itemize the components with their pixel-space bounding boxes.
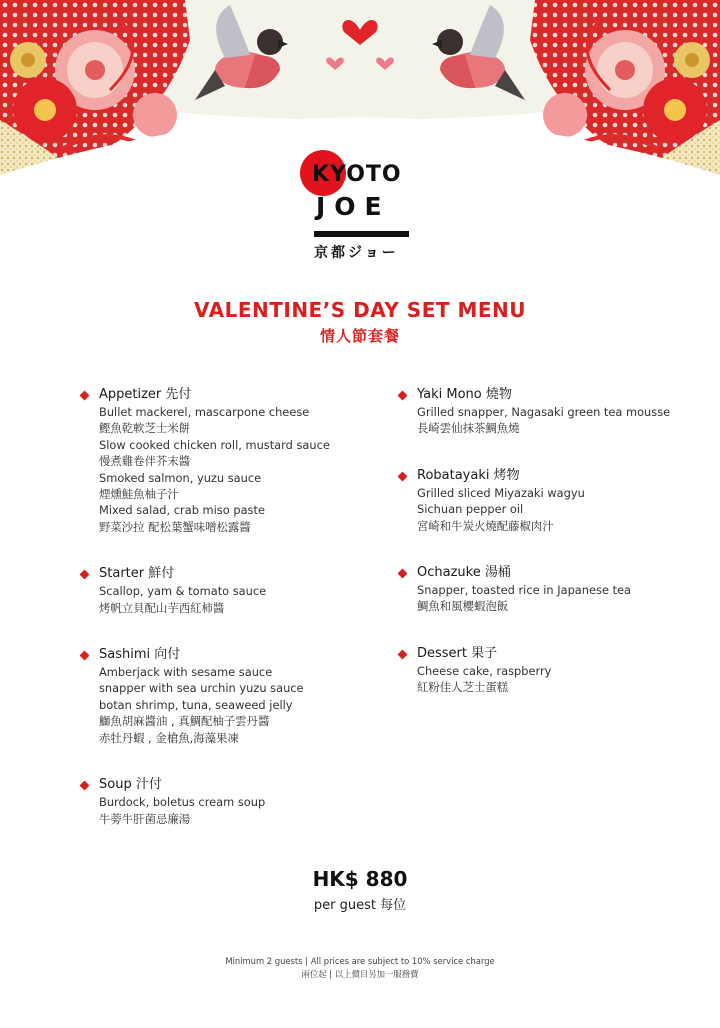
section-title: Yaki Mono 燒物 bbox=[417, 387, 512, 402]
menu-section-ochazuke bbox=[398, 564, 708, 615]
dish-line: Grilled snapper, Nagasaki green tea mousse bbox=[417, 405, 671, 419]
menu-column-right bbox=[398, 386, 708, 696]
section-title: Appetizer 先付 bbox=[99, 387, 192, 402]
dish-line: Slow cooked chicken roll, mustard sauce bbox=[99, 437, 330, 452]
logo-japanese-text: 京都ジョー bbox=[314, 245, 399, 261]
logo-joe-text: JOE bbox=[316, 192, 391, 221]
diamond-bullet-icon bbox=[80, 781, 90, 791]
dish-line: Cheese cake, raspberry bbox=[417, 663, 552, 678]
footer-note-chinese: 兩位起 | 以上價目另加一服務費 bbox=[301, 969, 419, 979]
diamond-bullet-icon bbox=[398, 649, 408, 659]
dish-line: Scallop, yam & tomato sauce bbox=[99, 584, 267, 599]
dish-line: Sichuan pepper oil bbox=[417, 502, 524, 517]
menu-section-dessert bbox=[398, 645, 708, 696]
price-amount: HK$ 880 bbox=[312, 867, 408, 891]
brand-logo bbox=[300, 146, 420, 266]
menu-section-starter bbox=[80, 565, 380, 616]
dish-line: 野菜沙拉 配松葉蟹味噌松露醬 bbox=[99, 519, 251, 534]
menu-section-appetizer bbox=[80, 386, 380, 535]
dish-line: Amberjack with sesame sauce bbox=[99, 665, 273, 680]
section-title: Ochazuke 湯桶 bbox=[417, 565, 511, 581]
diamond-bullet-icon bbox=[80, 570, 90, 580]
footer-note-english: Minimum 2 guests | All prices are subject to 10% service charge bbox=[225, 956, 495, 966]
logo-kyoto-text: KYOTO bbox=[312, 162, 402, 187]
section-title: Robatayaki 烤物 bbox=[417, 467, 520, 483]
diamond-bullet-icon bbox=[80, 391, 90, 401]
dish-line: 慢煮雞卷伴芥末醬 bbox=[99, 454, 191, 469]
diamond-bullet-icon bbox=[398, 471, 408, 481]
dish-line: Snapper, toasted rice in Japanese tea bbox=[417, 583, 632, 598]
section-title: Starter 鮮付 bbox=[99, 566, 175, 582]
dish-line: 鯛魚和風櫻蝦泡飯 bbox=[417, 599, 509, 614]
dish-line: 宮崎和牛炭火燒配藤椒肉汁 bbox=[417, 518, 554, 533]
dish-line: Smoked salmon, yuzu sauce bbox=[99, 470, 262, 485]
menu-section-sashimi bbox=[80, 646, 380, 746]
menu-section-robatayaki bbox=[398, 467, 708, 534]
dish-line: Grilled sliced Miyazaki wagyu bbox=[417, 485, 585, 500]
menu-column-left bbox=[80, 386, 380, 827]
dish-line: snapper with sea urchin yuzu sauce bbox=[99, 681, 304, 696]
menu-subtitle: 情人節套餐 bbox=[319, 327, 400, 345]
section-title: Dessert 果子 bbox=[417, 645, 498, 661]
dish-line: 紅粉佳人芝士蛋糕 bbox=[417, 680, 509, 695]
dish-line: botan shrimp, tuna, seaweed jelly bbox=[99, 697, 293, 712]
diamond-bullet-icon bbox=[398, 391, 408, 401]
dish-line: 長崎雲仙抹茶鯛魚燒 bbox=[417, 421, 520, 436]
price-per-guest: per guest 每位 bbox=[313, 898, 407, 913]
menu-title: VALENTINE’S DAY SET MENU bbox=[193, 298, 527, 322]
dish-line: 鰹魚乾軟芝士米餅 bbox=[99, 421, 191, 436]
section-title: Sashimi 向付 bbox=[99, 647, 181, 663]
menu-section-yaki-mono bbox=[398, 386, 708, 437]
menu-section-soup bbox=[80, 776, 380, 827]
dish-line: 牛蒡牛肝菌忌廉湯 bbox=[99, 811, 191, 826]
dish-line: 烤帆立貝配山芋西紅柿醬 bbox=[99, 600, 225, 615]
logo-divider-bar bbox=[314, 231, 409, 237]
diamond-bullet-icon bbox=[398, 569, 408, 579]
dish-line: Bullet mackerel, mascarpone cheese bbox=[99, 405, 310, 419]
dish-line: 赤牡丹蝦 , 金槍魚,海藻果凍 bbox=[99, 730, 239, 745]
dish-line: 鰤魚胡麻醬油 , 真鯛配柚子雲丹醬 bbox=[99, 714, 270, 729]
dish-line: Burdock, boletus cream soup bbox=[99, 795, 266, 810]
diamond-bullet-icon bbox=[80, 651, 90, 661]
dish-line: Mixed salad, crab miso paste bbox=[99, 503, 265, 518]
section-title: Soup 汁付 bbox=[99, 777, 162, 793]
dish-line: 煙燻鮭魚柚子汁 bbox=[99, 487, 179, 502]
